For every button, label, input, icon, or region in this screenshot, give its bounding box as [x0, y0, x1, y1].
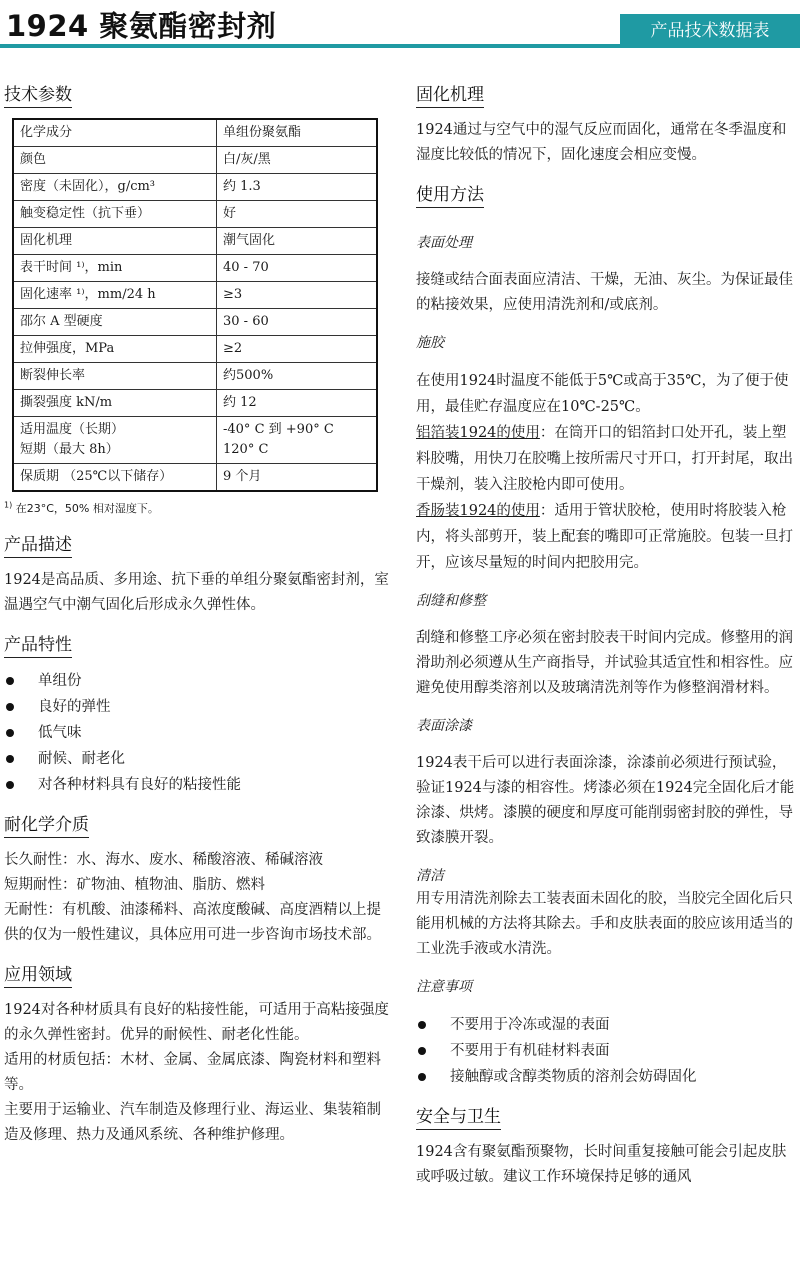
param-name — [13, 147, 217, 174]
notes-title: 注意事项 — [416, 979, 472, 995]
param-value-text: -40° C 到 +90° C — [223, 422, 334, 437]
param-name — [13, 119, 217, 147]
sausage-usage-text: ：适用于管状胶枪，使用时将胶装入枪内，将头部剪开，装上配套的嘴即可正常施胶。包装一旦打开，应该尽量短的时间内把胶用完。 — [416, 503, 793, 571]
applications-section — [4, 960, 392, 1148]
table-row — [13, 309, 377, 336]
param-name — [13, 417, 217, 464]
param-name — [13, 336, 217, 363]
page-header — [0, 0, 800, 50]
param-value-text: 好 — [223, 206, 237, 221]
param-value-text: 约 12 — [223, 395, 257, 410]
footnote-text: 在23°C，50% 相对湿度下。 — [15, 502, 159, 515]
notes-list — [416, 1012, 800, 1090]
param-value-text: 约500% — [223, 368, 274, 383]
sausage-usage-label: 香肠装1924的使用 — [416, 503, 540, 519]
apply-block — [416, 368, 800, 576]
param-value-text: 30 - 60 — [223, 314, 269, 329]
param-name-text: 固化速率 ¹⁾，mm/24 h — [20, 287, 156, 302]
param-value-text: 9 个月 — [223, 469, 262, 484]
surface-prep-title: 表面处理 — [416, 235, 472, 251]
right-column — [416, 80, 800, 1202]
param-value — [217, 309, 378, 336]
table-row — [13, 464, 377, 492]
description-section — [4, 530, 392, 618]
param-value — [217, 282, 378, 309]
safety-text: 1924含有聚氨酯预聚物，长时间重复接触可能会引起皮肤或呼吸过敏。建议工作环境保持足够的通风 — [416, 1144, 787, 1185]
tooling-text: 刮缝和修整工序必须在密封胶表干时间内完成。修整用的润滑助剂必须遵从生产商指导，并试验其适宜性和相容性。应避免使用醇类溶剂以及玻璃清洗剂等作为修整润滑材料。 — [416, 630, 793, 696]
footnote-mark: 1) — [4, 500, 13, 510]
apply-text: 在使用1924时温度不能低于5℃或高于35℃，为了便于使用，最佳贮存温度应在10℃-25℃。 — [416, 373, 789, 415]
table-row — [13, 228, 377, 255]
safety-heading: 安全与卫生 — [416, 1102, 501, 1130]
short-term-resistance: 短期耐性：矿物油、植物油、脂肪、燃料 — [4, 877, 265, 893]
list-item: 低气味 — [4, 720, 392, 746]
param-name — [13, 363, 217, 390]
applications-text-1: 1924对各种材质具有良好的粘接性能，可适用于高粘接强度的永久弹性密封。优异的耐候性、耐老化性能。 — [4, 1002, 389, 1043]
tooling-title: 刮缝和修整 — [416, 593, 486, 609]
tech-params-heading: 技术参数 — [4, 80, 72, 108]
datasheet-tab: 产品技术数据表 — [620, 14, 800, 48]
table-row — [13, 282, 377, 309]
param-value — [217, 464, 378, 492]
param-value-text: 单组份聚氨酯 — [223, 125, 302, 140]
param-name-text: 邵尔 A 型硬度 — [20, 314, 103, 329]
param-value — [217, 228, 378, 255]
param-value — [217, 201, 378, 228]
param-value-text: 潮气固化 — [223, 233, 276, 248]
applications-heading: 应用领域 — [4, 960, 72, 988]
table-row — [13, 390, 377, 417]
param-name-text: 固化机理 — [20, 233, 73, 248]
table-row — [13, 363, 377, 390]
param-value — [217, 336, 378, 363]
chem-resistance-heading: 耐化学介质 — [4, 810, 89, 838]
param-name — [13, 228, 217, 255]
chem-resistance-section — [4, 810, 392, 948]
param-value — [217, 147, 378, 174]
safety-section — [416, 1102, 800, 1190]
param-name-text: 触变稳定性（抗下垂） — [20, 206, 151, 221]
list-item: 耐候、耐老化 — [4, 746, 392, 772]
param-value-text: 约 1.3 — [223, 179, 261, 194]
param-value — [217, 363, 378, 390]
document-title: 1924 聚氨酯密封剂 — [6, 9, 277, 43]
param-value — [217, 390, 378, 417]
param-name-text: 撕裂强度 kN/m — [20, 395, 113, 410]
foil-usage — [416, 420, 800, 498]
table-row — [13, 336, 377, 363]
cure-heading: 固化机理 — [416, 80, 484, 108]
foil-usage-label: 铝箔装1924的使用 — [416, 425, 540, 441]
param-value-text: ≥3 — [223, 287, 243, 302]
surface-prep-text: 接缝或结合面表面应清洁、干燥，无油、灰尘。为保证最佳的粘接效果，应使用清洗剂和/或底剂。 — [416, 272, 793, 313]
param-name-text: 保质期 （25℃以下储存） — [20, 469, 173, 484]
param-name-text: 适用温度（长期） — [20, 422, 125, 437]
param-value — [217, 174, 378, 201]
table-row — [13, 174, 377, 201]
table-row — [13, 417, 377, 464]
description-heading: 产品描述 — [4, 530, 72, 558]
description-text: 1924是高品质、多用途、抗下垂的单组分聚氨酯密封剂，室温遇空气中潮气固化后形成永久弹性体。 — [4, 572, 389, 613]
table-row — [13, 147, 377, 174]
param-name-text: 表干时间 ¹⁾，min — [20, 260, 123, 275]
painting-text: 1924表干后可以进行表面涂漆，涂漆前必须进行预试验，验证1924与漆的相容性。烤漆必须在1924完全固化后才能涂漆、烘烤。漆膜的硬度和厚度可能削弱密封胶的弹性，导致漆膜开裂。 — [416, 755, 795, 846]
param-name — [13, 255, 217, 282]
param-value — [217, 417, 378, 464]
list-item: 不要用于冷冻或湿的表面 — [416, 1012, 800, 1038]
param-name-text: 断裂伸长率 — [20, 368, 86, 383]
foil-usage-text: ：在筒开口的铝箔封口处开孔，装上塑料胶嘴，用快刀在胶嘴上按所需尺寸开口，打开封尾，取出干燥剂，装入注胶枪内即可使用。 — [416, 425, 793, 493]
sausage-usage — [416, 498, 800, 576]
list-item: 对各种材料具有良好的粘接性能 — [4, 772, 392, 798]
usage-heading: 使用方法 — [416, 180, 484, 208]
usage-section — [416, 180, 800, 1090]
param-name — [13, 464, 217, 492]
tech-params-section — [4, 80, 392, 516]
left-column — [4, 80, 392, 1160]
list-item: 单组份 — [4, 668, 392, 694]
list-item: 接触醇或含醇类物质的溶剂会妨碍固化 — [416, 1064, 800, 1090]
param-name — [13, 201, 217, 228]
painting-title: 表面涂漆 — [416, 718, 472, 734]
table-row — [13, 255, 377, 282]
param-name-text: 化学成分 — [20, 125, 73, 140]
apply-title: 施胶 — [416, 335, 444, 351]
param-name — [13, 282, 217, 309]
cleaning-title: 清洁 — [416, 868, 444, 884]
param-name-text: 拉伸强度，MPa — [20, 341, 115, 356]
long-term-resistance: 长久耐性：水、海水、废水、稀酸溶液、稀碱溶液 — [4, 852, 323, 868]
no-resistance: 无耐性：有机酸、油漆稀料、高浓度酸碱、高度酒精以上提供的仅为一般性建议，具体应用可进一步咨询市场技术部。 — [4, 902, 381, 943]
table-footnote — [4, 500, 392, 516]
param-value-text: 40 - 70 — [223, 260, 269, 275]
cure-section — [416, 80, 800, 168]
list-item: 不要用于有机硅材料表面 — [416, 1038, 800, 1064]
applications-text-2: 适用的材质包括：木材、金属、金属底漆、陶瓷材料和塑料等。 — [4, 1052, 381, 1093]
param-value-text: ≥2 — [223, 341, 243, 356]
param-name — [13, 174, 217, 201]
tech-params-table — [12, 118, 378, 492]
table-row — [13, 119, 377, 147]
applications-text-3: 主要用于运输业、汽车制造及修理行业、海运业、集装箱制造及修理、热力及通风系统、各种维护修理。 — [4, 1102, 381, 1143]
features-heading: 产品特性 — [4, 630, 72, 658]
param-value — [217, 119, 378, 147]
param-value-text: 白/灰/黑 — [223, 152, 271, 167]
table-row — [13, 201, 377, 228]
param-name-text: 密度（未固化），g/cm³ — [20, 179, 156, 194]
param-name — [13, 309, 217, 336]
cleaning-text: 用专用清洗剂除去工装表面未固化的胶，当胶完全固化后只能用机械的方法将其除去。手和皮肤表面的胶应该用适当的工业洗手液或水清洗。 — [416, 891, 793, 957]
param-value-text: 120° C — [223, 442, 269, 457]
param-value — [217, 255, 378, 282]
param-name-text: 短期（最大 8h） — [20, 442, 119, 457]
cure-text: 1924通过与空气中的湿气反应而固化，通常在冬季温度和湿度比较低的情况下，固化速度会相应变慢。 — [416, 122, 787, 163]
features-list — [4, 668, 392, 798]
features-section — [4, 630, 392, 798]
param-name — [13, 390, 217, 417]
param-name-text: 颜色 — [20, 152, 47, 167]
list-item: 良好的弹性 — [4, 694, 392, 720]
